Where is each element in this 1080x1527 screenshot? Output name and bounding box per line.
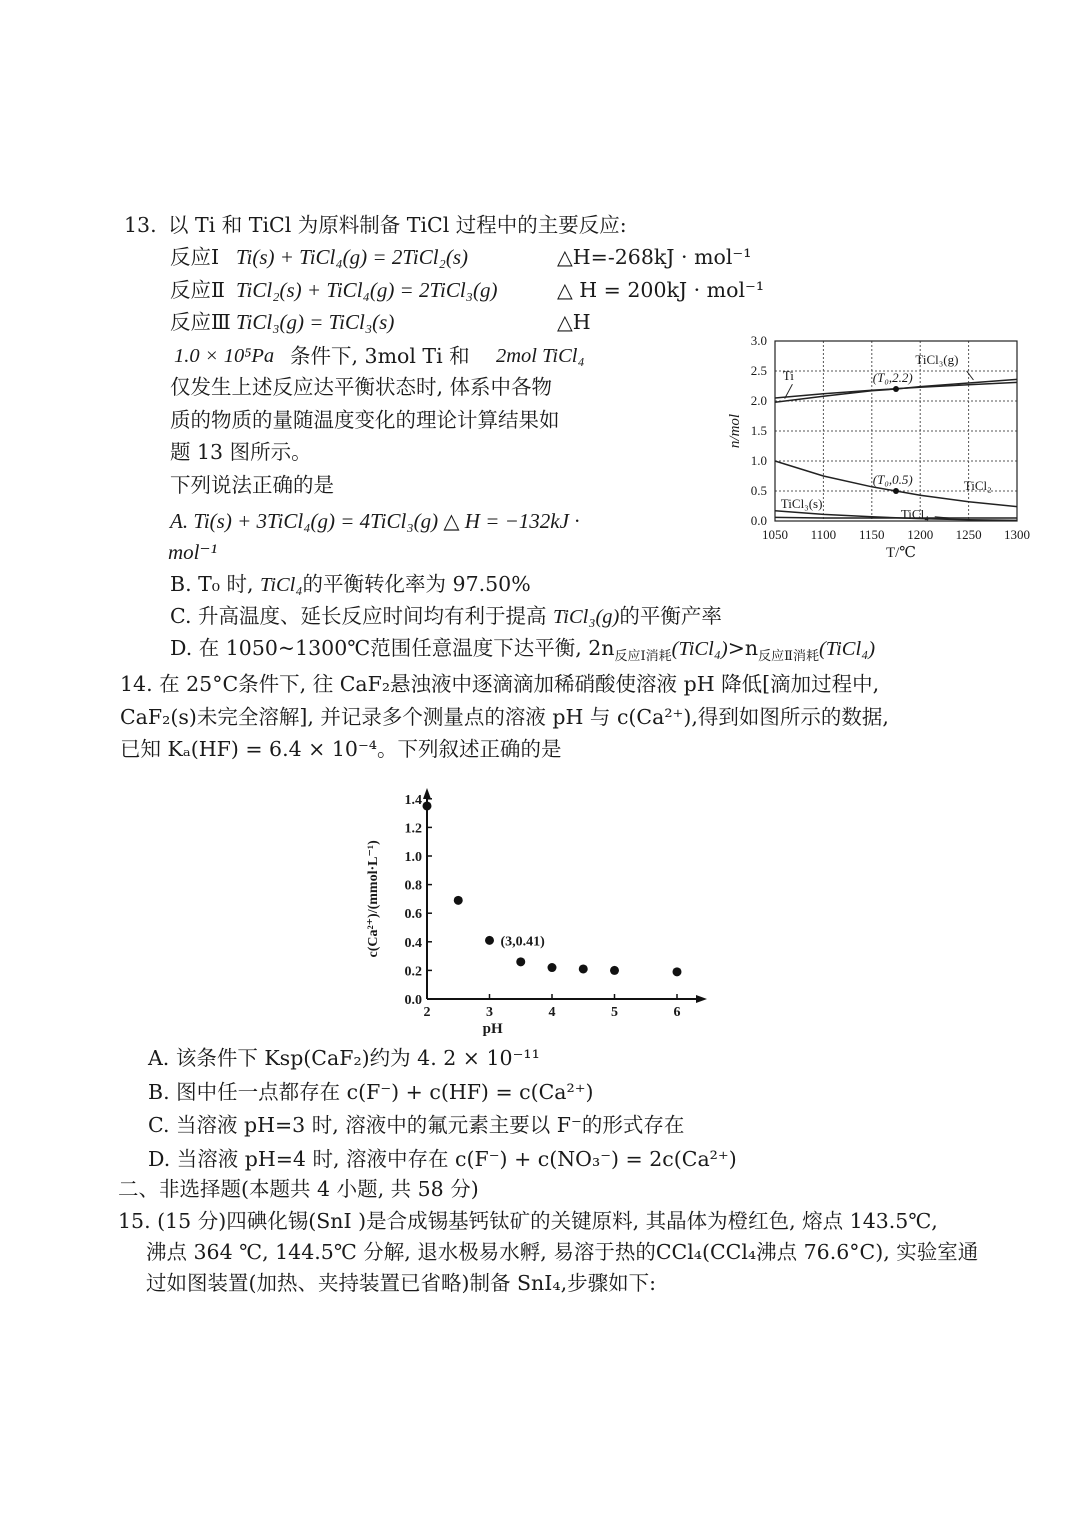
q13-stem: 以 Ti 和 TiCl 为原料制备 TiCl 过程中的主要反应: xyxy=(168,213,627,237)
q13-option-d-sub-2: 反应Ⅱ消耗 xyxy=(758,649,819,665)
q13-chart xyxy=(725,325,1045,570)
q14-option-b: B. 图中任一点都存在 c(F⁻) + c(HF) = c(Ca²⁺) xyxy=(148,1080,594,1104)
q13-option-a-unit: mol⁻¹ xyxy=(168,540,217,564)
q13-reaction-2-enthalpy: △ H = 200kJ · mol⁻¹ xyxy=(557,278,765,302)
y-tick-label: 1.2 xyxy=(404,821,422,837)
data-point xyxy=(610,966,619,975)
x-tick-label: 3 xyxy=(486,1005,493,1020)
q13-option-d xyxy=(170,634,875,671)
x-tick-label: 1100 xyxy=(810,527,837,542)
q13-reaction-1-enthalpy: △H=-268kJ · mol⁻¹ xyxy=(557,245,752,269)
y-tick-label: 1.0 xyxy=(404,850,422,865)
q13-option-d-species-1: (TiCl₄) xyxy=(671,638,728,660)
q14-option-a: A. 该条件下 Ksp(CaF₂)约为 4. 2 × 10⁻¹¹ xyxy=(148,1046,540,1070)
q13-option-d-species-2: (TiCl₄) xyxy=(818,638,876,660)
y-axis-arrow xyxy=(423,788,431,799)
data-point xyxy=(548,963,557,972)
q13-option-c-species: TiCl₃(g) xyxy=(553,606,620,628)
y-tick-label: 0.8 xyxy=(404,878,422,894)
y-tick-label: 0.0 xyxy=(404,993,422,1008)
q13-option-d-prefix: D. 在 1050~1300℃范围任意温度下达平衡, 2n xyxy=(170,636,615,660)
x-tick-label: 6 xyxy=(673,1005,681,1020)
q14-option-c: C. 当溶液 pH=3 时, 溶液中的氟元素主要以 F⁻的形式存在 xyxy=(148,1113,685,1137)
x-tick-label: 1250 xyxy=(955,527,982,542)
q13-description-4: 题 13 图所示。 xyxy=(170,440,312,464)
y-tick-label: 0.4 xyxy=(404,935,422,951)
y-tick-label: 1.4 xyxy=(404,792,422,808)
series-label: Ti xyxy=(782,368,794,383)
series-label: TiCl₃(s) xyxy=(780,495,823,511)
x-tick-label: 1150 xyxy=(859,527,885,542)
series-line xyxy=(775,511,1017,521)
q13-reaction-3-enthalpy: △H xyxy=(557,310,591,334)
q13-reaction-2-label: 反应Ⅱ xyxy=(170,278,225,302)
q13-reaction-1-label: 反应Ⅰ xyxy=(170,245,220,269)
y-tick-label: 3.0 xyxy=(750,333,767,348)
q13-option-b-rest: 的平衡转化率为 97.50% xyxy=(302,572,531,596)
q13-description-3: 质的物质的量随温度变化的理论计算结果如 xyxy=(170,408,560,432)
annotation-label: (T₀,0.5) xyxy=(872,471,913,487)
x-tick-label: 5 xyxy=(611,1005,618,1020)
q13-option-d-sub-1: 反应Ⅰ消耗 xyxy=(614,649,672,665)
q14-line-2: CaF₂(s)未完全溶解], 并记录多个测量点的溶液 pH 与 c(Ca²⁺),得到如图所示的数据, xyxy=(120,705,889,729)
y-tick-label: 2.0 xyxy=(750,393,767,408)
q13-option-b-prefix: B. T₀ 时, xyxy=(170,572,261,596)
q13-condition-ticl4: 2mol TiCl₄ xyxy=(496,345,585,367)
leader-line xyxy=(967,371,974,380)
y-tick-label: 0.6 xyxy=(404,907,422,923)
q14-chart xyxy=(355,780,725,1045)
q13-option-c-rest: 的平衡产率 xyxy=(619,604,722,628)
annotation-label: (T₀,2.2) xyxy=(872,369,913,385)
section-2-heading: 二、非选择题(本题共 4 小题, 共 58 分) xyxy=(118,1177,479,1201)
q13-reaction-3-label: 反应Ⅲ xyxy=(170,310,231,334)
y-axis-label: c(Ca²⁺)/(mmol·L⁻¹) xyxy=(366,840,381,958)
x-axis-label: T/℃ xyxy=(885,545,917,561)
annotation-point xyxy=(893,386,899,392)
x-tick-label: 1200 xyxy=(907,527,934,542)
data-point xyxy=(423,801,432,810)
q13-condition-pressure: 1.0 × 10⁵Pa xyxy=(174,345,275,367)
x-tick-label: 1050 xyxy=(762,527,788,542)
q13-number: 13. xyxy=(124,213,157,237)
y-tick-label: 0.2 xyxy=(404,964,422,980)
q14-line-3: 已知 Kₐ(HF) = 6.4 × 10⁻⁴。下列叙述正确的是 xyxy=(120,737,562,761)
data-point xyxy=(485,936,494,945)
q13-condition-text: 条件下, 3mol Ti 和 xyxy=(290,344,470,368)
series-label: TiCl₃(g) xyxy=(915,351,959,367)
data-point xyxy=(673,967,682,976)
series-label: TiCl₄ xyxy=(900,506,929,522)
annotation-label: (3,0.41) xyxy=(500,934,545,950)
q13-option-c-prefix: C. 升高温度、延长反应时间均有利于提高 xyxy=(170,604,554,628)
annotation-point xyxy=(893,488,899,494)
data-point xyxy=(454,896,463,905)
y-axis-label: n/mol xyxy=(727,413,743,449)
x-tick-label: 2 xyxy=(423,1005,431,1020)
data-point xyxy=(579,964,588,973)
series-label: TiCl₂ xyxy=(963,477,992,493)
q13-option-a: A. Ti(s) + 3TiCl₄(g) = 4TiCl₃(g) △ H = −132kJ · xyxy=(170,509,580,533)
x-axis-label: pH xyxy=(482,1021,503,1037)
q14-option-d: D. 当溶液 pH=4 时, 溶液中存在 c(F⁻) + c(NO₃⁻) = 2c(Ca²⁺) xyxy=(148,1147,737,1171)
q15-line-2: 沸点 364 ℃, 144.5℃ 分解, 退水极易水孵, 易溶于热的CCl₄(CCl₄沸点 76.6°C), 实验室通 xyxy=(146,1240,979,1264)
y-tick-label: 1.5 xyxy=(750,423,767,438)
q13-question: 下列说法正确的是 xyxy=(170,473,334,497)
q15-line-1: 15. (15 分)四碘化锡(SnI )是合成锡基钙钛矿的关键原料, 其晶体为橙红色, 熔点 143.5℃, xyxy=(118,1209,938,1233)
q13-reaction-1-equation: Ti(s) + TiCl₄(g) = 2TiCl₂(s) xyxy=(236,245,468,269)
x-axis-arrow xyxy=(696,995,707,1003)
q14-line-1: 14. 在 25°C条件下, 往 CaF₂悬浊液中逐滴滴加稀硝酸使溶液 pH 降低[滴加过程中, xyxy=(120,672,880,696)
y-tick-label: 0.5 xyxy=(750,483,767,498)
q13-option-b xyxy=(170,570,531,599)
series-line xyxy=(775,517,1017,518)
q13-option-d-compare: >n xyxy=(727,636,759,660)
x-tick-label: 4 xyxy=(548,1005,556,1020)
data-point xyxy=(516,957,525,966)
y-tick-label: 2.5 xyxy=(750,363,767,378)
q13-reaction-2-equation: TiCl₂(s) + TiCl₄(g) = 2TiCl₃(g) xyxy=(236,278,498,302)
y-tick-label: 1.0 xyxy=(750,453,767,468)
y-tick-label: 0.0 xyxy=(750,513,767,528)
q15-line-3: 过如图装置(加热、夹持装置已省略)制备 SnI₄,步骤如下: xyxy=(146,1271,656,1295)
x-tick-label: 1300 xyxy=(1004,527,1030,542)
q13-option-b-species: TiCl₄ xyxy=(260,574,303,596)
q13-description-2: 仅发生上述反应达平衡状态时, 体系中各物 xyxy=(170,375,553,399)
q13-option-c xyxy=(170,602,722,631)
q13-reaction-3-equation: TiCl₃(g) = TiCl₃(s) xyxy=(236,310,395,334)
